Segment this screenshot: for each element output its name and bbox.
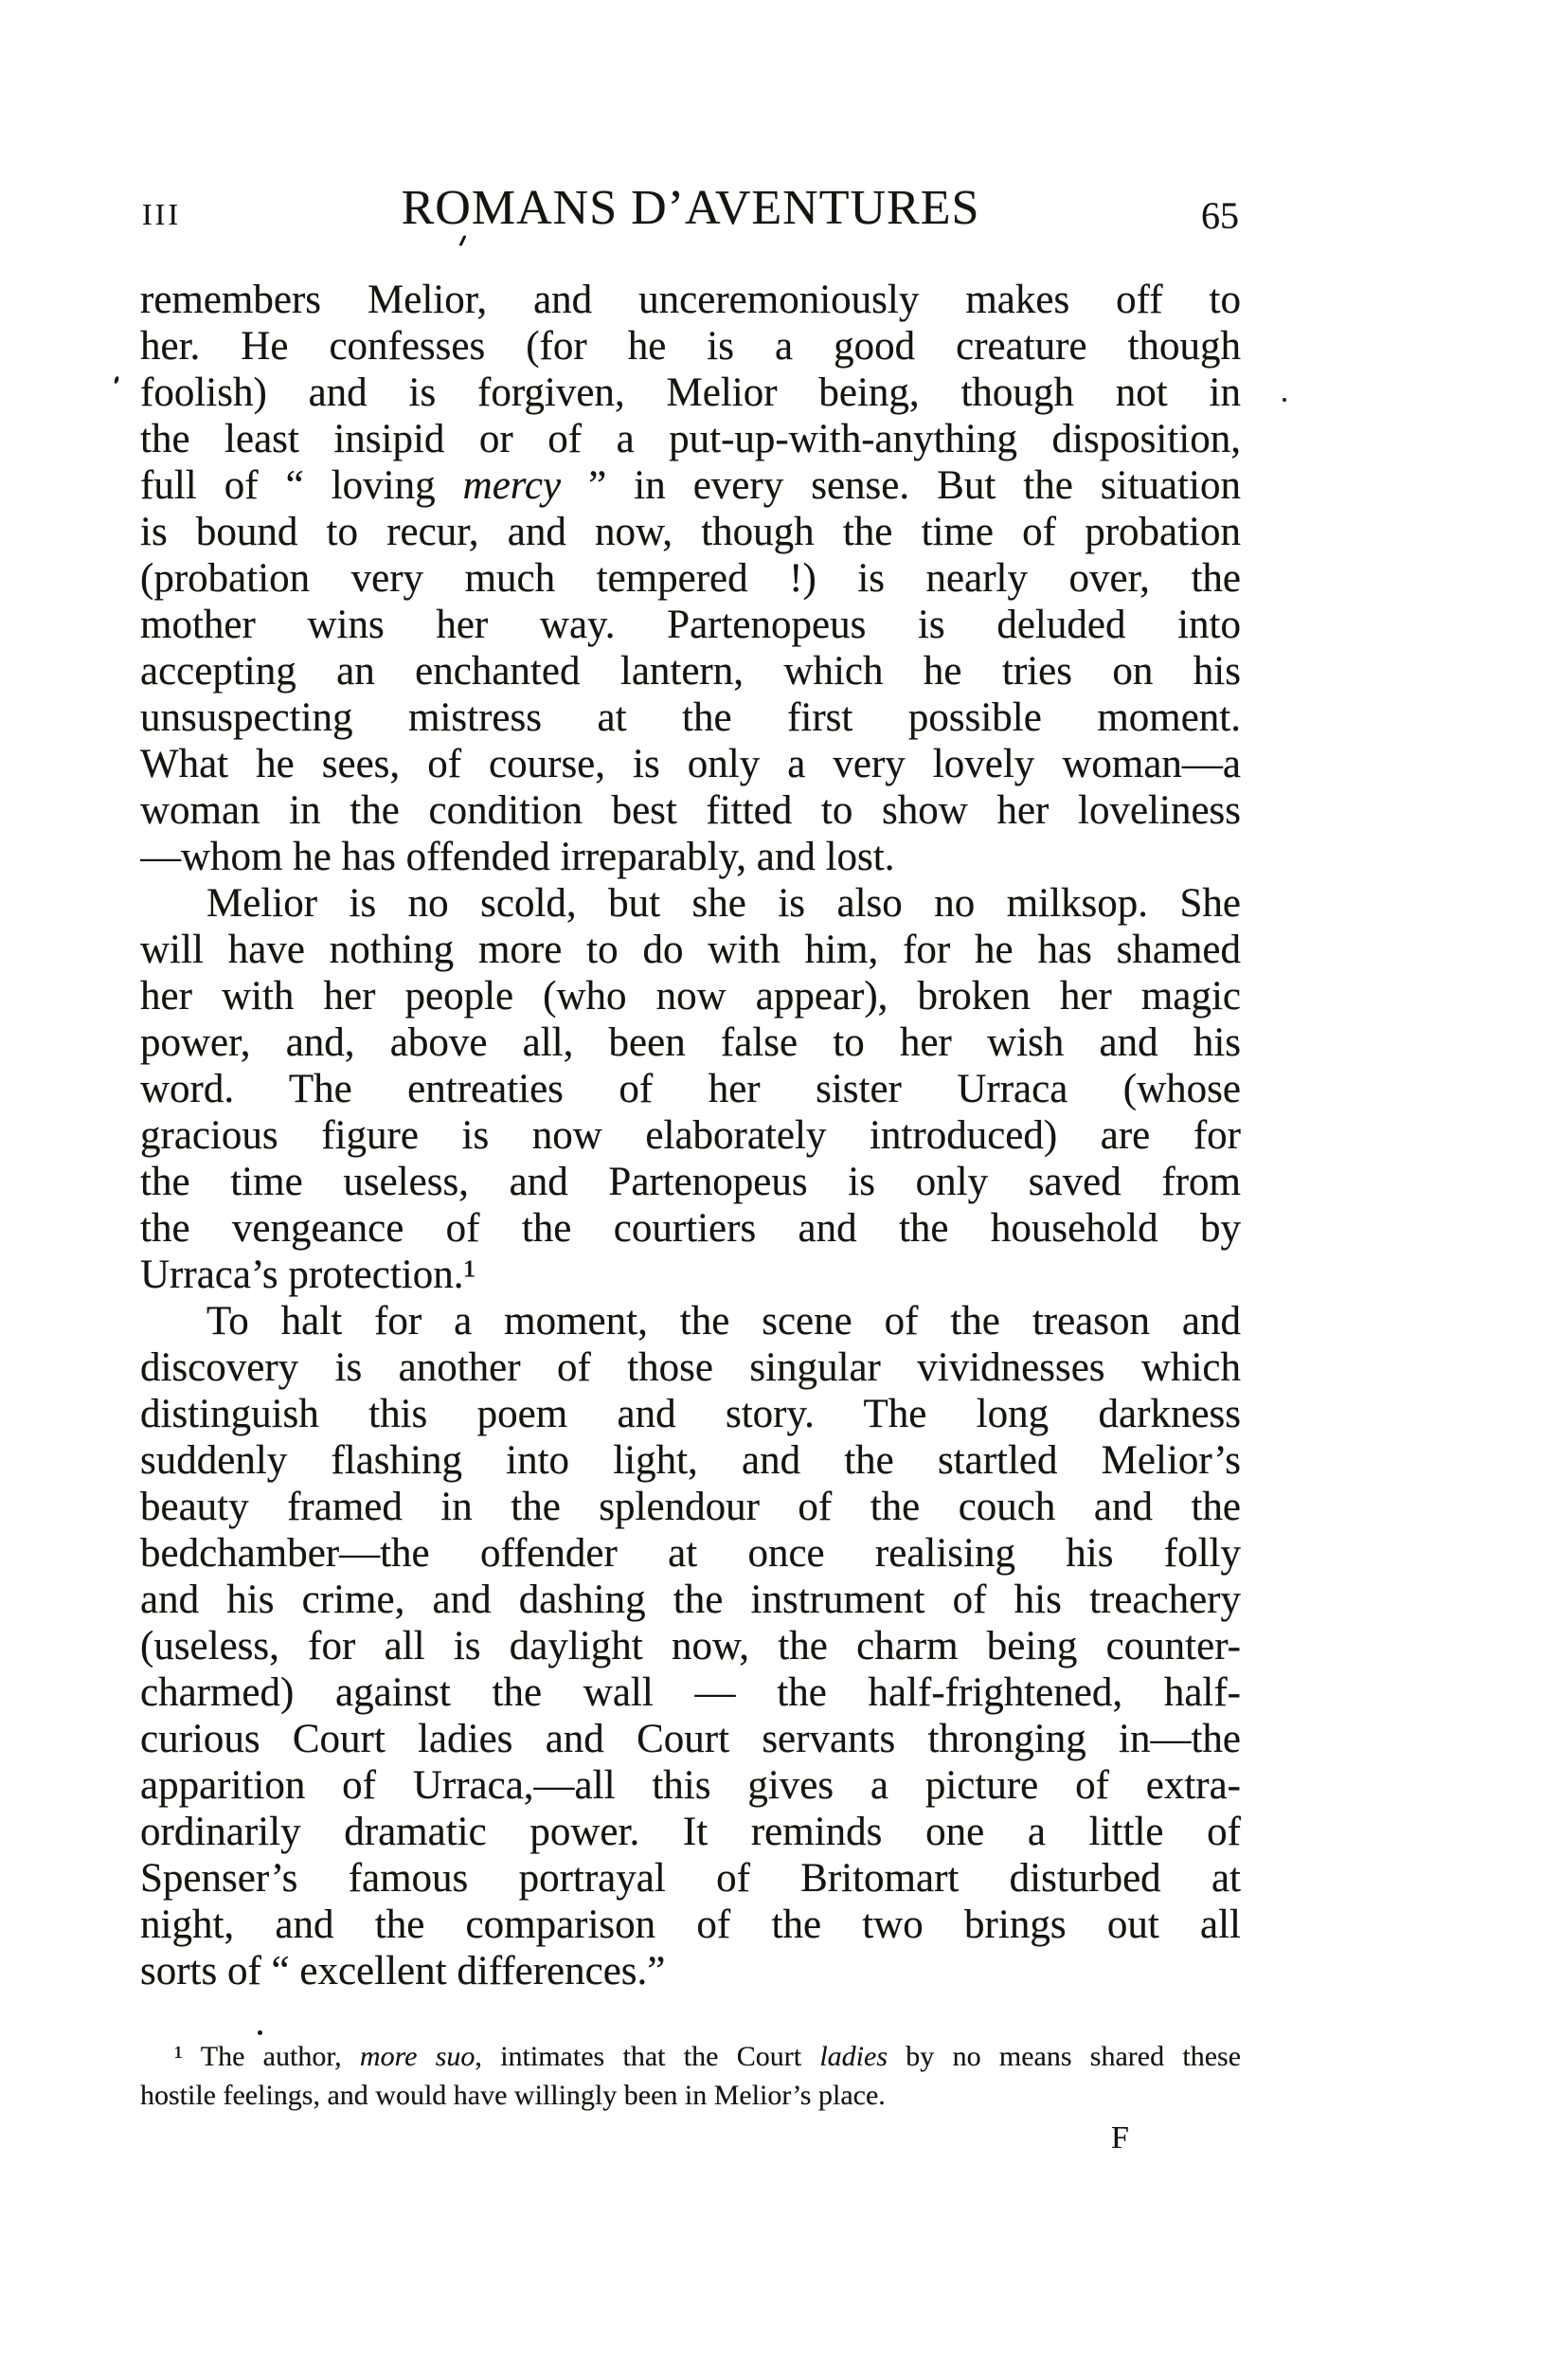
- ink-speck: [1283, 398, 1286, 402]
- text-line: remembers Melior, and unceremoniously makes off to: [140, 278, 1241, 322]
- text-line: the time useless, and Partenopeus is only saved from: [140, 1160, 1241, 1204]
- text-line: ¹ The author, more suo, intimates that the Court ladies by no means shared these: [174, 2041, 1241, 2072]
- text-line: accepting an enchanted lantern, which he tries on his: [140, 649, 1241, 694]
- running-title: ROMANS D’AVENTURES: [401, 181, 980, 235]
- text-line: the vengeance of the courtiers and the household by: [140, 1206, 1241, 1251]
- text-line: suddenly flashing into light, and the startled Melior’s: [140, 1438, 1241, 1483]
- text-line: the least insipid or of a put-up-with-anything disposition,: [140, 417, 1241, 461]
- page-number: 65: [1201, 194, 1239, 237]
- text-line: (useless, for all is daylight now, the charm being counter-: [140, 1624, 1241, 1668]
- text-line: gracious figure is now elaborately introduced) are for: [140, 1113, 1241, 1158]
- text-line: sorts of “ excellent differences.”: [140, 1949, 666, 1993]
- text-line: (probation very much tempered !) is nearly over, the: [140, 556, 1241, 601]
- text-line: To halt for a moment, the scene of the treason and: [206, 1299, 1241, 1343]
- text-line: full of “ loving mercy ” in every sense. But the situation: [140, 463, 1241, 508]
- text-line: word. The entreaties of her sister Urraca (whose: [140, 1067, 1241, 1111]
- text-line: distinguish this poem and story. The long darkness: [140, 1392, 1241, 1436]
- paragraph: [140, 277, 1241, 880]
- text-line: —whom he has offended irreparably, and lost.: [140, 835, 895, 879]
- text-line: discovery is another of those singular vividnesses which: [140, 1345, 1241, 1390]
- text-line: What he sees, of course, is only a very lovely woman—a: [140, 742, 1241, 786]
- chapter-number: III: [142, 197, 181, 231]
- text-line: bedchamber—the offender at once realising his folly: [140, 1531, 1241, 1576]
- text-line: curious Court ladies and Court servants thronging in—the: [140, 1717, 1241, 1761]
- text-line: Urraca’s protection.¹: [140, 1253, 476, 1297]
- text-line: is bound to recur, and now, though the time of probation: [140, 510, 1241, 554]
- text-line: Spenser’s famous portrayal of Britomart disturbed at: [140, 1856, 1241, 1901]
- body-text: [140, 277, 1241, 1994]
- paragraph: [140, 2037, 1241, 2115]
- paragraph: [140, 1298, 1241, 1994]
- text-line: and his crime, and dashing the instrument of his treachery: [140, 1578, 1241, 1622]
- text-line: mother wins her way. Partenopeus is deluded into: [140, 603, 1241, 647]
- text-line: woman in the condition best fitted to show her loveliness: [140, 788, 1241, 833]
- text-line: apparition of Urraca,—all this gives a picture of extra-: [140, 1763, 1241, 1808]
- text-line: charmed) against the wall — the half-frightened, half-: [140, 1670, 1241, 1715]
- text-line: unsuspecting mistress at the first possible moment.: [140, 695, 1241, 740]
- text-line: ordinarily dramatic power. It reminds one a little of: [140, 1810, 1241, 1854]
- text-line: power, and, above all, been false to her wish and his: [140, 1020, 1241, 1065]
- text-line: her. He confesses (for he is a good creature though: [140, 324, 1241, 369]
- ink-speck: [114, 376, 119, 385]
- text-line: beauty framed in the splendour of the couch and the: [140, 1485, 1241, 1529]
- text-line: night, and the comparison of the two brings out all: [140, 1902, 1241, 1947]
- text-line: Melior is no scold, but she is also no milksop. She: [206, 881, 1241, 926]
- text-line: her with her people (who now appear), broken her magic: [140, 974, 1241, 1019]
- paragraph: [140, 880, 1241, 1298]
- footnote: [140, 2037, 1241, 2115]
- running-head: [140, 182, 1241, 237]
- signature-letter: F: [1111, 2120, 1129, 2155]
- ink-speck: [258, 2030, 262, 2035]
- text-line: will have nothing more to do with him, for he has shamed: [140, 928, 1241, 972]
- text-line: hostile feelings, and would have willingly been in Melior’s place.: [140, 2080, 886, 2111]
- text-line: foolish) and is forgiven, Melior being, though not in: [140, 370, 1241, 415]
